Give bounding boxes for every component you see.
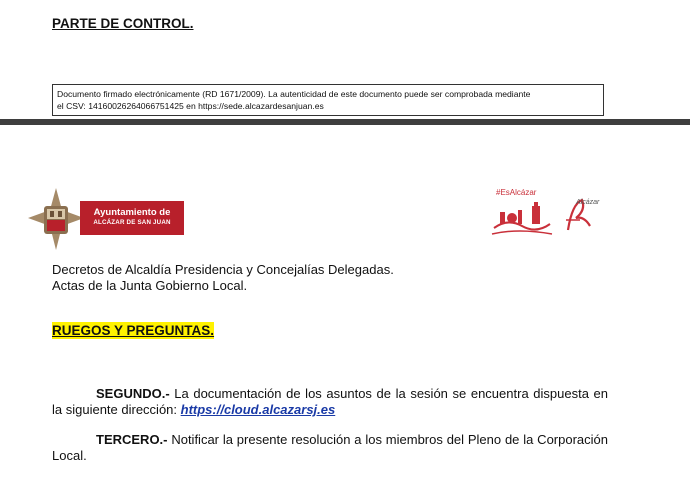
es-alcazar-logo-icon	[488, 198, 558, 238]
ayuntamiento-logo	[26, 188, 188, 250]
csv-signature-box	[52, 84, 604, 116]
actas-line: Actas de la Junta Gobierno Local.	[52, 278, 248, 293]
ayuntamiento-name-badge	[80, 201, 184, 235]
csv-line-2: el CSV: 14160026264066751425 en https://sede.alcazardesanjuan.es	[57, 101, 324, 111]
segundo-label: SEGUNDO.-	[96, 386, 170, 401]
segundo-paragraph	[52, 386, 608, 418]
page-section-title: PARTE DE CONTROL.	[52, 16, 194, 31]
hashtag-label: #EsAlcázar	[496, 188, 537, 197]
tercero-label: TERCERO.-	[96, 432, 168, 447]
cloud-link[interactable]: https://cloud.alcazarsj.es	[180, 402, 336, 417]
decretos-line: Decretos de Alcaldía Presidencia y Concejalías Delegadas.	[52, 262, 394, 277]
segundo-text: La documentación de los asuntos de la sesión se encuentra dispuesta en la siguiente dirección:	[52, 386, 608, 417]
coat-of-arms-icon	[26, 188, 86, 250]
ruegos-heading: RUEGOS Y PREGUNTAS.	[52, 323, 215, 338]
ayuntamiento-line-2: ALCÁZAR DE SAN JUAN	[93, 219, 171, 226]
alcazar-wordmark: Alcázar	[576, 199, 600, 206]
ayuntamiento-line-1: Ayuntamiento de	[93, 207, 171, 218]
csv-line-1: Documento firmado electrónicamente (RD 1671/2009). La autenticidad de este documento puede ser comprobada mediante	[57, 89, 531, 99]
page-separator	[0, 119, 690, 125]
tercero-text: Notificar la presente resolución a los miembros del Pleno de la Corporación Local.	[52, 432, 608, 463]
brand-logos	[488, 186, 614, 238]
tercero-paragraph	[52, 432, 608, 464]
